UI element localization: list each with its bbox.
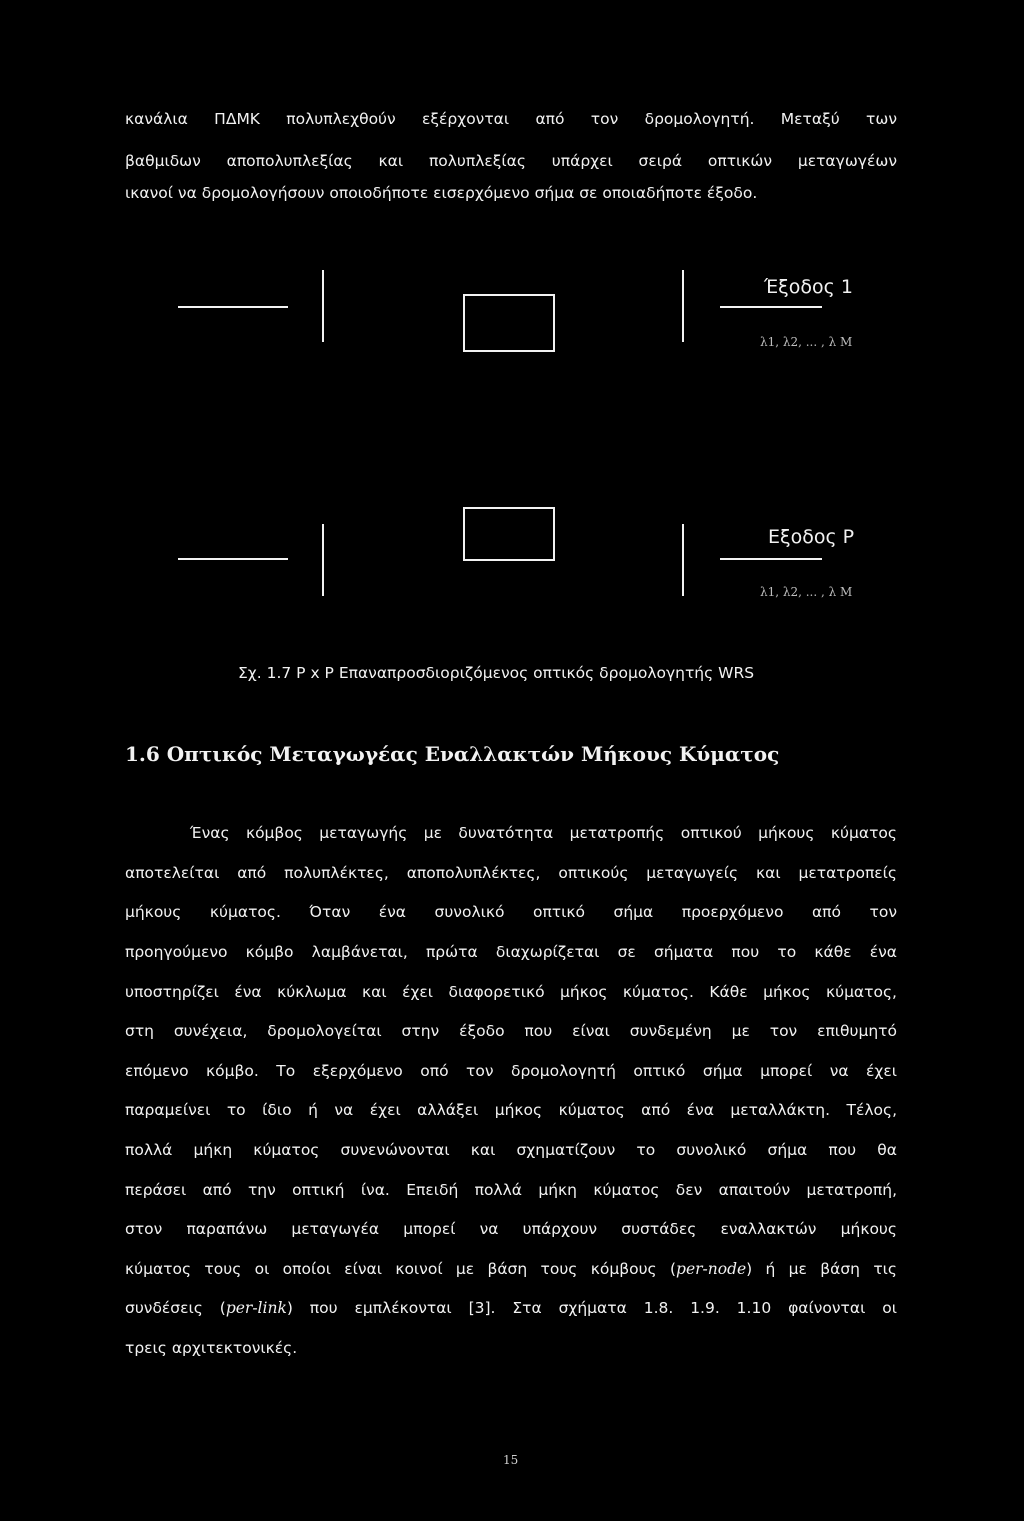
page-number: 15 — [503, 1453, 519, 1467]
output-1-label: Έξοδος 1 — [764, 276, 853, 298]
input-line-p — [178, 558, 288, 560]
body-line-11: στον παραπάνω μεταγωγέα μπορεί να υπάρχουν συστάδες εναλλακτών μήκους — [125, 1220, 897, 1238]
body-line-5: υποστηρίζει ένα κύκλωμα και έχει διαφορετικό μήκος κύματος. Κάθε μήκος κύματος, — [125, 983, 897, 1001]
switch-box-1 — [463, 294, 555, 352]
demux-bar-p — [322, 524, 324, 596]
body-line-4: προηγούμενο κόμβο λαμβάνεται, πρώτα διαχωρίζεται σε σήματα που το κάθε ένα — [125, 943, 897, 961]
output-line-p — [720, 558, 822, 560]
body-line-14: τρεις αρχιτεκτονικές. — [125, 1339, 298, 1357]
output-1-wavelengths: λ1, λ2, ... , λ M — [760, 335, 853, 349]
body-line-2: αποτελείται από πολυπλέκτες, αποπολυπλέκτες, οπτικούς μεταγωγείς και μετατροπείς — [125, 864, 897, 882]
intro-line-3: ικανοί να δρομολογήσουν οποιοδήποτε εισερχόμενο σήμα σε οποιαδήποτε έξοδο. — [125, 184, 758, 202]
output-line-1 — [720, 306, 822, 308]
output-p-wavelengths: λ1, λ2, ... , λ M — [760, 585, 853, 599]
demux-bar-1 — [322, 270, 324, 342]
input-line-1 — [178, 306, 288, 308]
body-line-13-start: συνδέσεις ( — [125, 1299, 226, 1317]
body-line-12-end: ) ή με βάση τις — [746, 1260, 897, 1278]
per-node-term: per-node — [676, 1260, 747, 1278]
body-line-13 — [125, 1299, 897, 1317]
body-line-10: περάσει από την οπτική ίνα. Επειδή πολλά μήκη κύματος δεν απαιτούν μετατροπή, — [125, 1181, 897, 1199]
mux-bar-p — [682, 524, 684, 596]
body-line-12 — [125, 1260, 897, 1278]
body-line-8: παραμείνει το ίδιο ή να έχει αλλάξει μήκος κύματος από ένα μεταλλάκτη. Τέλος, — [125, 1101, 897, 1119]
body-line-6: στη συνέχεια, δρομολογείται στην έξοδο που είναι συνδεμένη με τον επιθυμητό — [125, 1022, 897, 1040]
body-line-3: μήκους κύματος. Όταν ένα συνολικό οπτικό σήμα προερχόμενο από τον — [125, 903, 897, 921]
section-heading: 1.6 Οπτικός Μεταγωγέας Εναλλακτών Μήκους Κύματος — [125, 742, 780, 766]
figure-caption: Σχ. 1.7 P x P Επαναπροσδιοριζόμενος οπτικός δρομολογητής WRS — [238, 664, 755, 682]
body-line-1: Ένας κόμβος μεταγωγής με δυνατότητα μετατροπής οπτικού μήκους κύματος — [190, 824, 897, 842]
intro-line-1: κανάλια ΠΔΜΚ πολυπλεχθούν εξέρχονται από τον δρομολογητή. Μεταξύ των — [125, 110, 897, 128]
body-line-13-end: ) που εμπλέκονται [3]. Στα σχήματα 1.8. 1.9. 1.10 φαίνονται οι — [286, 1299, 897, 1317]
body-line-12-start: κύματος τους οι οποίοι είναι κοινοί με βάση τους κόμβους ( — [125, 1260, 677, 1278]
output-p-label: Εξοδος P — [768, 526, 855, 548]
per-link-term: per-link — [225, 1299, 287, 1317]
intro-line-2: βαθμιδων αποπολυπλεξίας και πολυπλεξίας υπάρχει σειρά οπτικών μεταγωγέων — [125, 152, 897, 170]
mux-bar-1 — [682, 270, 684, 342]
body-line-9: πολλά μήκη κύματος συνενώνονται και σχηματίζουν το συνολικό σήμα που θα — [125, 1141, 897, 1159]
switch-box-p — [463, 507, 555, 561]
body-line-7: επόμενο κόμβο. Το εξερχόμενο οπό τον δρομολογητή οπτικό σήμα μπορεί να έχει — [125, 1062, 897, 1080]
